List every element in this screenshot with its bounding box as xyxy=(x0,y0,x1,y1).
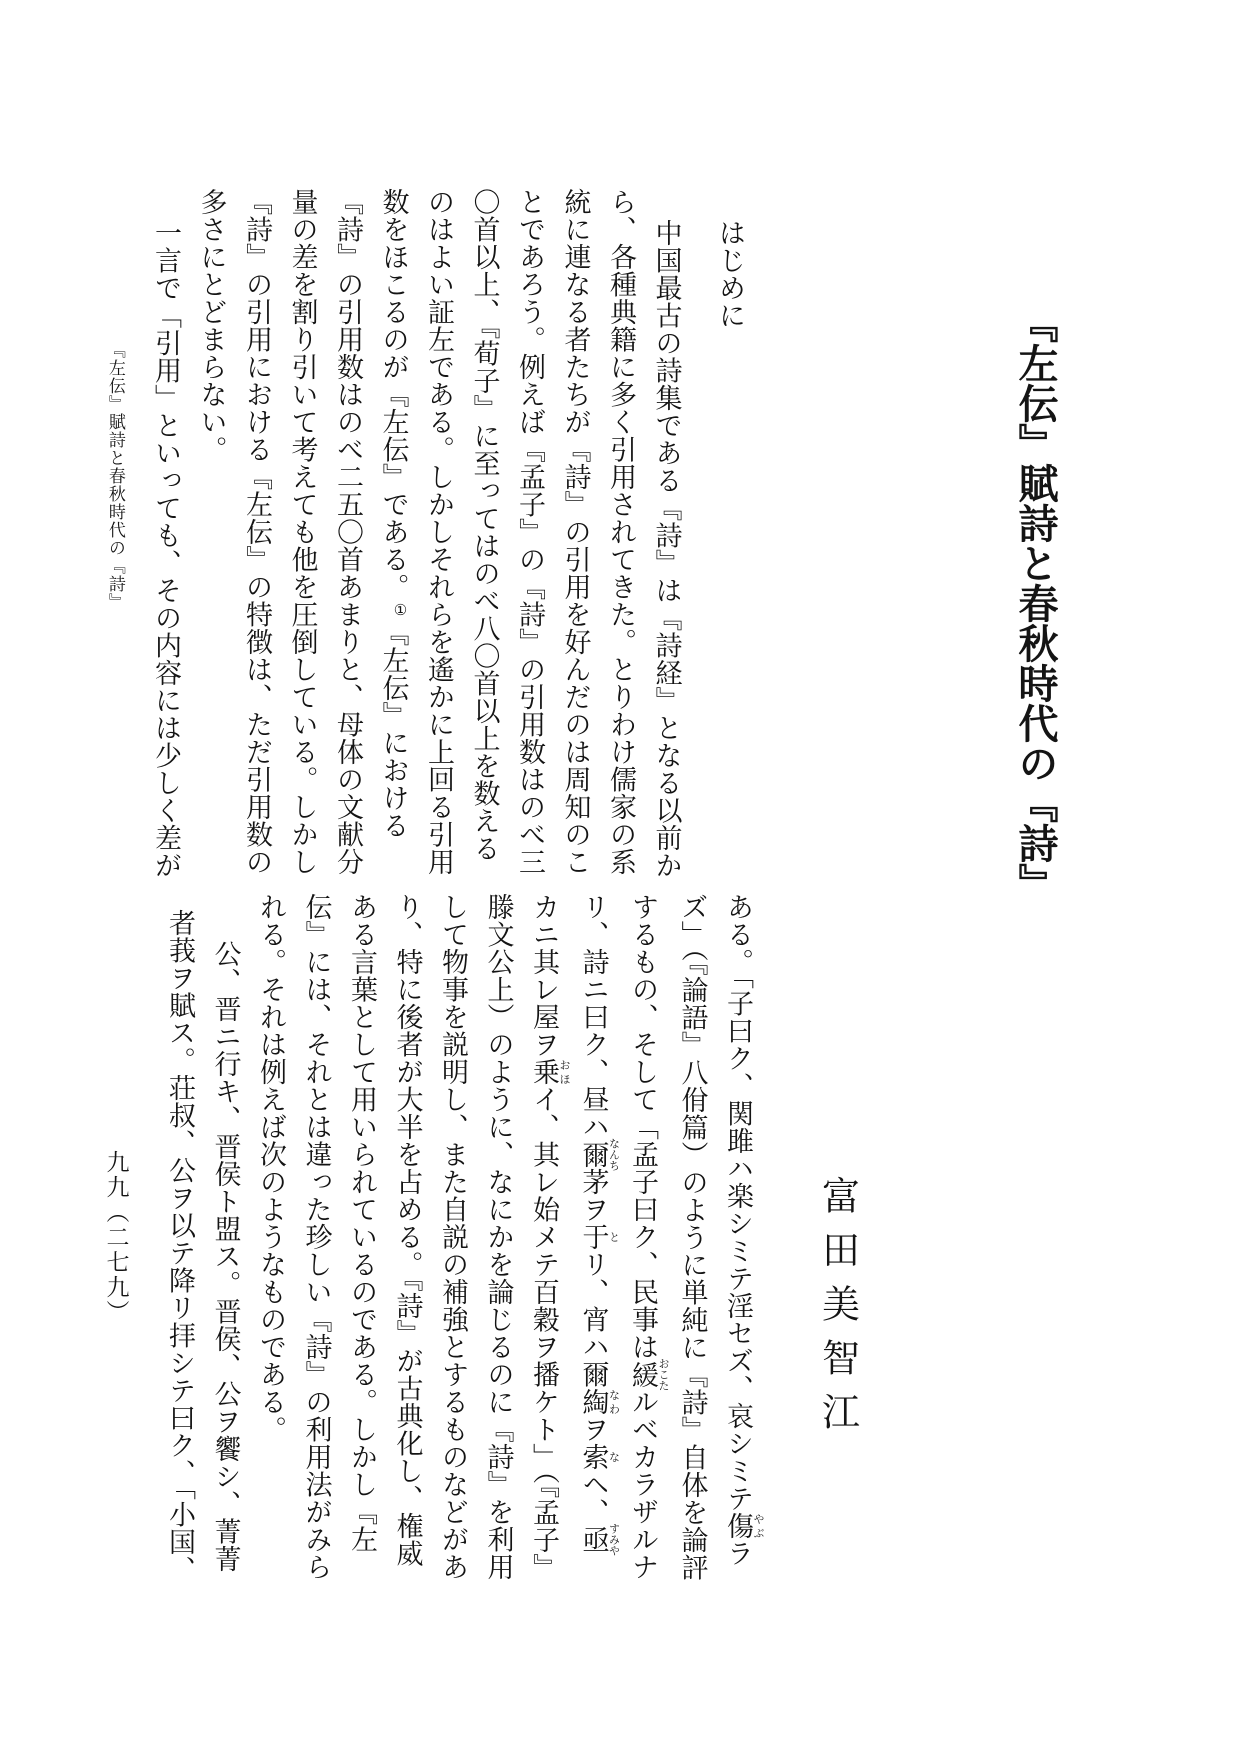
furigana: 傷 やぶ xyxy=(723,1512,764,1540)
furigana: 緩 おこた xyxy=(628,1357,669,1391)
text-column: 量の差を割り引いて考えても他を圧倒している。しかし xyxy=(287,188,318,876)
text-column: するもの、そして「孟子曰ク、民事は緩 おこたルベカラザルナ xyxy=(628,893,669,1581)
furigana: 亟 すみや xyxy=(578,1522,620,1556)
author-name: 富田美智江 xyxy=(815,1176,858,1446)
text-column: カニ其レ屋ヲ乗 おほイ、其レ始メテ百穀ヲ播ケト」（『孟子』 xyxy=(529,893,570,1581)
running-title: 『左伝』賦詩と春秋時代の『詩』 xyxy=(105,341,125,611)
text-column: 『詩』の引用数はのべ二五〇首あまりと、母体の文献分 xyxy=(333,188,363,876)
body-section xyxy=(165,893,764,1623)
text-column: 〇首以上、『荀子』に至ってはのべ八〇首以上を数える xyxy=(469,188,500,862)
furigana: 爾 なんち xyxy=(578,1137,620,1171)
text-column: 統に連なる者たちが『詩』の引用を好んだのは周知のこ xyxy=(560,188,591,876)
intro-section xyxy=(140,188,752,903)
text-column: ある言葉として用いられているのである。しかし『左 xyxy=(347,893,377,1553)
page-number: 九九（二七九） xyxy=(103,1150,129,1325)
text-column: 一言で「引用」といっても、その内容には少しく差が xyxy=(151,219,181,880)
text-column: リ、詩ニ曰ク、昼ハ爾 なんち茅ヲ于 とリ、宵ハ爾綯 なわヲ索 なヘ、亟 すみや xyxy=(578,893,620,1556)
text-column: ら、各種典籍に多く引用されてきた。とりわけ儒家の系 xyxy=(606,188,636,876)
text-column: ある。「子曰ク、関雎ハ楽シミテ淫セズ、哀シミテ傷 やぶラ xyxy=(723,893,764,1567)
text-column: 『詩』の引用における『左伝』の特徴は、ただ引用数の xyxy=(242,188,272,876)
text-column: ズ」（『論語』八佾篇）のように単純に『詩』自体を論評 xyxy=(677,893,708,1581)
article-title: 『左伝』賦詩と春秋時代の『詩』 xyxy=(1013,303,1058,903)
quote-column: 者莪ヲ賦ス。荘叔、公ヲ以テ降リ拝シテ曰ク、「小国、 xyxy=(165,908,195,1583)
text-column: れる。それは例えば次のようなものである。 xyxy=(256,893,286,1443)
furigana: 綯 なわ xyxy=(578,1388,620,1416)
furigana: 于 と xyxy=(578,1223,620,1251)
quote-column: 公、晋ニ行キ、晋侯ト盟ス。晋侯、公ヲ饗シ、菁菁 xyxy=(210,939,241,1573)
text-column: 伝』には、それとは違った珍しい『詩』の利用法がみら xyxy=(301,893,332,1581)
text-column: 滕文公上）のように、なにかを論じるのに『詩』を利用 xyxy=(483,893,514,1581)
furigana: 乗 おほ xyxy=(529,1058,570,1086)
text-column: して物事を説明し、また自説の補強とするものなどがあ xyxy=(438,893,468,1581)
text-column: 中国最古の詩集である『詩』は『詩経』となる以前か xyxy=(651,219,682,880)
text-column: のはよい証左である。しかしそれらを遙かに上回る引用 xyxy=(424,188,454,876)
text-column: り、特に後者が大半を占める。『詩』が古典化し、権威 xyxy=(392,893,423,1567)
text-column: 数をほこるのが『左伝』である。①『左伝』における xyxy=(378,188,409,839)
text-column: 多さにとどまらない。 xyxy=(196,188,227,463)
footnote-marker: ① xyxy=(391,600,408,619)
furigana: 索 な xyxy=(578,1443,620,1471)
section-heading: はじめに xyxy=(715,219,745,330)
text-column: とであろう。例えば『孟子』の『詩』の引用数はのべ三 xyxy=(515,188,545,876)
